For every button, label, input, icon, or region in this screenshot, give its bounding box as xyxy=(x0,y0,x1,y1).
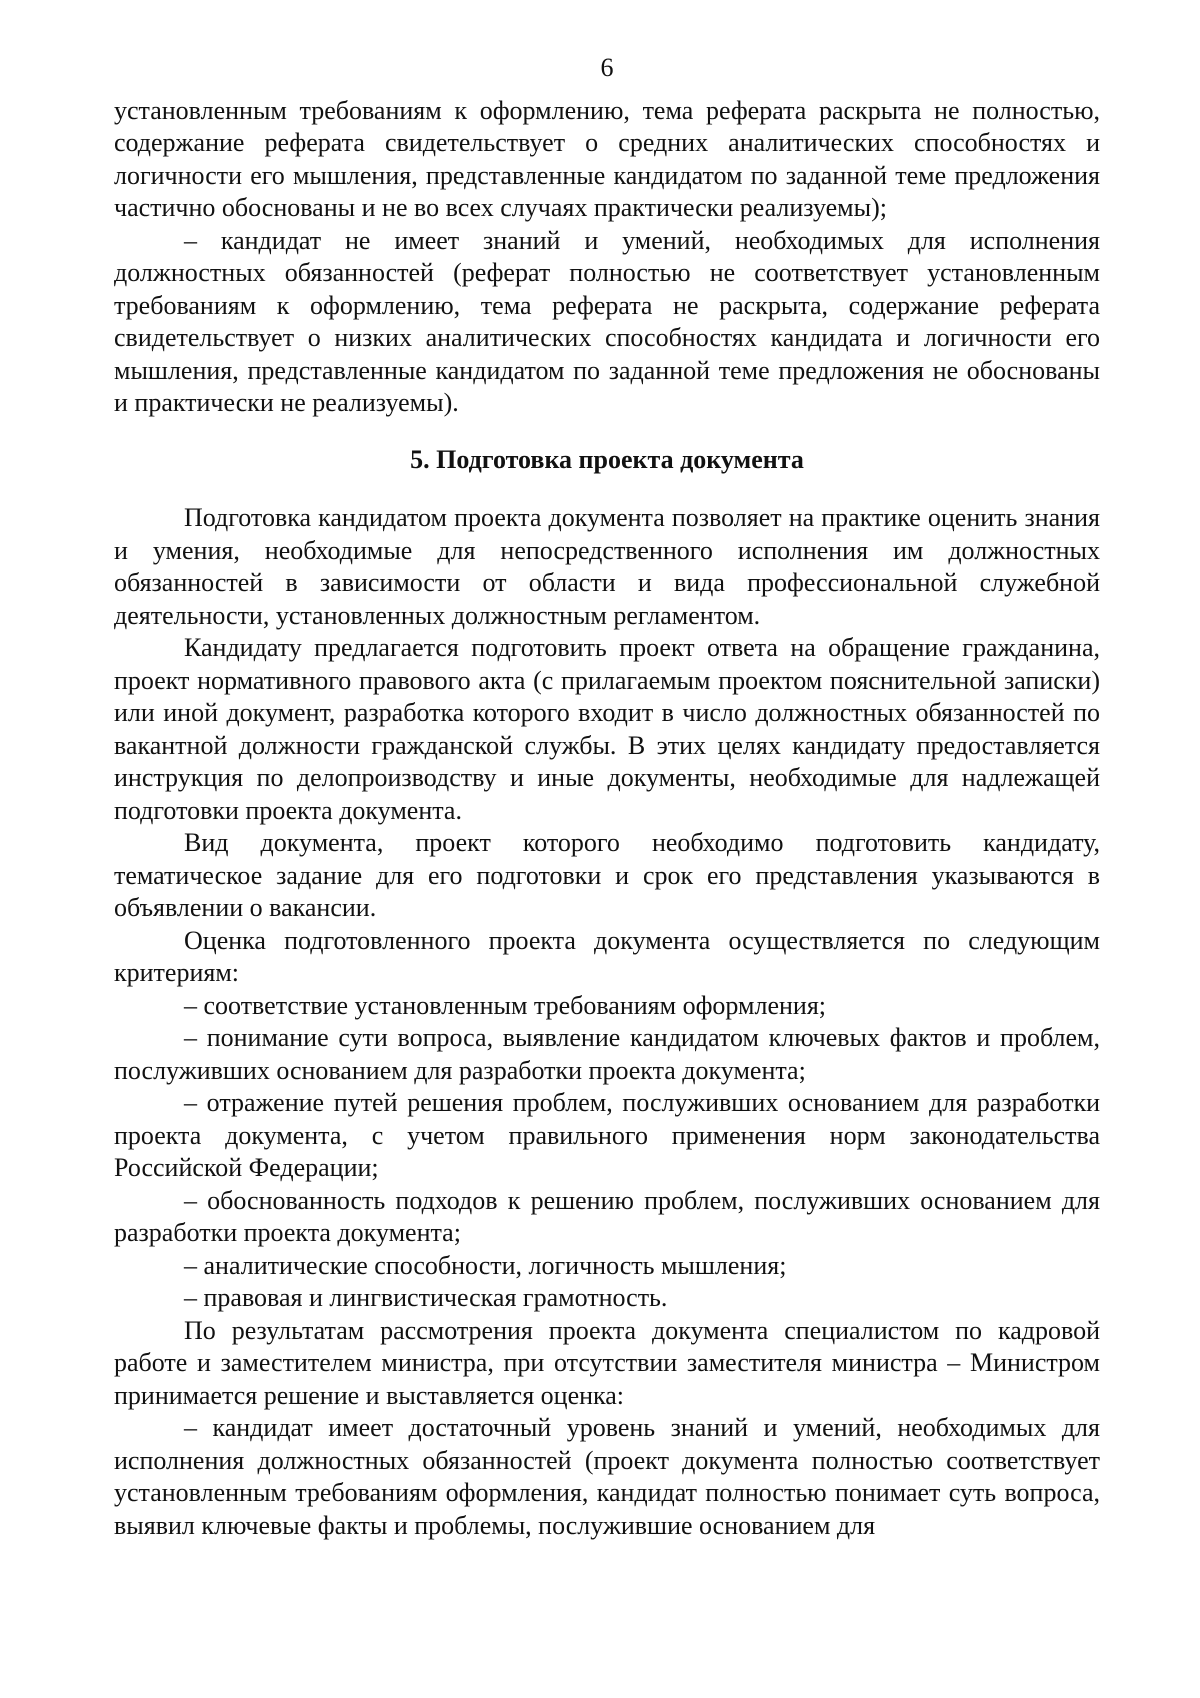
paragraph-intro: Подготовка кандидатом проекта документа позволяет на практике оценить знания и умения, необходимые для непосредственного исполнения им должностных обязанностей в зависимости от области и вида профессиональной служебной деятельности, установленных должностным регламентом. xyxy=(114,503,1100,630)
paragraph-continuation: установленным требованиям к оформлению, тема реферата раскрыта не полностью, содержание реферата свидетельствует о средних аналитических способностях и логичности его мышления, представленные кандидатом по заданной теме предложения частично обоснованы и не во всех случаях практически реализуемы); xyxy=(114,95,1100,222)
criteria-item: – аналитические способности, логичность мышления; xyxy=(184,1250,787,1280)
document-page xyxy=(114,52,1100,1542)
criteria-item: – соответствие установленным требованиям оформления; xyxy=(184,990,827,1020)
list-item-low-level: – кандидат не имеет знаний и умений, необходимых для исполнения должностных обязанностей (реферат полностью не соответствует установленным требованиям к оформлению, тема реферата не раскрыта, содержание реферата свидетельствует о низких аналитических способностях кандидата и логичности его мышления, представленные кандидатом по заданной теме предложения не обоснованы и практически не реализуемы). xyxy=(114,225,1100,417)
criteria-item: – понимание сути вопроса, выявление кандидатом ключевых фактов и проблем, послуживших основанием для разработки проекта документа; xyxy=(114,1023,1100,1085)
page-number: 6 xyxy=(600,53,614,82)
criteria-item: – отражение путей решения проблем, послуживших основанием для разработки проекта документа, с учетом правильного применения норм законодательства Российской Федерации; xyxy=(114,1088,1100,1182)
paragraph-evaluation: По результатам рассмотрения проекта документа специалистом по кадровой работе и заместителем министра, при отсутствии заместителя министра – Министром принимается решение и выставляется оценка: xyxy=(114,1315,1100,1410)
criteria-item: – правовая и лингвистическая грамотность. xyxy=(184,1283,668,1312)
paragraph-criteria-intro: Оценка подготовленного проекта документа осуществляется по следующим критериям: xyxy=(114,925,1100,987)
paragraph-task: Кандидату предлагается подготовить проект ответа на обращение гражданина, проект нормативного правового акта (с прилагаемым проектом пояснительной записки) или иной документ, разработка которого входит в число должностных обязанностей по вакантной должности гражданской службы. В этих целях кандидату предоставляется инструкция по делопроизводству и иные документы, необходимые для надлежащей подготовки проекта документа. xyxy=(114,633,1100,825)
paragraph-document-type: Вид документа, проект которого необходимо подготовить кандидату, тематическое задание для его подготовки и срок его представления указываются в объявлении о вакансии. xyxy=(114,828,1100,922)
criteria-item: – обоснованность подходов к решению проблем, послуживших основанием для разработки проекта документа; xyxy=(114,1185,1100,1247)
evaluation-item: – кандидат имеет достаточный уровень знаний и умений, необходимых для исполнения должностных обязанностей (проект документа полностью соответствует установленным требованиям оформления, кандидат полностью понимает суть вопроса, выявил ключевые факты и проблемы, послужившие основанием для xyxy=(114,1413,1100,1540)
section-heading: 5. Подготовка проекта документа xyxy=(410,444,804,474)
